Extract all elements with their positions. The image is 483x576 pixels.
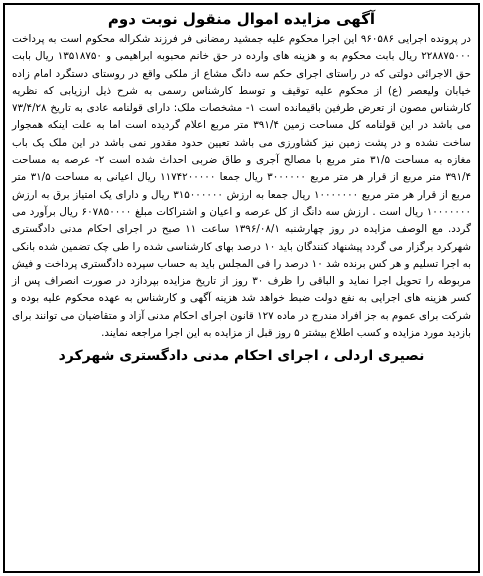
notice-frame: [3, 3, 480, 573]
notice-body: در پرونده اجرایی ۹۶۰۵۸۶ این اجرا محکوم علیه جمشید رمضانی فر فرزند شکراله محکوم است به پرداخت ۲۲۸۸۷۵۰۰۰ ریال بابت محکوم به و هزینه های وارده در حق خانم محبوبه ابراهیمی و ۱۳۵۱۸۷۵۰ ریال بابت حق الاجرائی دولتی که در راستای اجرای حکم سه دانگ مشاع از ملکی واقع در روستای دستگرد امام زاده خیابان ولیعصر (ع) از محکوم علیه توقیف و توسط کارشناس رسمی به شرح ذیل ارزیابی که نظریه کارشناس مصون از تعرض طرفین باقیمانده است ۱- مشخصات ملک: دارای قولنامه عادی به تاریخ ۷۳/۴/۲۸ می باشد در این قولنامه کل مساحت زمین ۳۹۱/۴ متر مربع اعلام گردیده است اما به علت اینکه همجوار ساخت نشده و در پشت زمین نیز کشاورزی می باشد تعیین حدود مقدور نمی باشد در این ملک یک باب مغازه به مساحت ۳۱/۵ متر مربع با مصالح آجری و طاق ضربی احداث شده است ۲- عرصه به مساحت ۳۹۱/۴ متر مربع از قرار هر متر مربع ۳۰۰۰۰۰۰ ریال جمعا ۱۱۷۴۲۰۰۰۰۰ ریال اعیانی به مساحت ۳۱/۵ متر مربع از قرار هر متر مربع ۱۰۰۰۰۰۰۰ ریال جمعا به ارزش ۳۱۵۰۰۰۰۰۰ ریال و دارای یک امتیاز برق به ارزش ۱۰۰۰۰۰۰۰ ریال است . ارزش سه دانگ از کل عرصه و اعیان و اشتراکات مبلغ ۶۰۷۸۵۰۰۰۰ ریال برآورد می گردد. مع الوصف مزایده در روز چهارشنبه ۱۳۹۶/۰۸/۱ ساعت ۱۱ صبح در اجرای احکام مدنی دادگستری شهرکرد برگزار می گردد پیشنهاد کنندگان باید ۱۰ درصد بهای کارشناسی شده را طی چک تضمین شده بانکی به اجرا تسلیم و هر کس برنده شد ۱۰ درصد را فی المجلس باید به حساب سپرده دادگستری پرداخت و فیش مربوطه را تحویل اجرا نماید و الباقی را ظرف ۳۰ روز از تاریخ مزایده بپردازد در صورت انصراف پس از کسر هزینه های اجرایی به نفع دولت ضبط خواهد شد هزینه آگهی و کارشناس به عهده محکوم علیه بوده و شرکت برای عموم به جز افراد مندرج در ماده ۱۲۷ قانون اجرای احکام مدنی آزاد و متقاضیان می توانند برای بازدید مورد مزایده و کسب اطلاع بیشتر ۵ روز قبل از مزایده به این اجرا مراجعه نمایند.: [12, 33, 472, 340]
notice-signature: نصیری اردلی ، اجرای احکام مدنی دادگستری شهرکرد: [58, 348, 425, 365]
notice-title: آگهی مزایده اموال منقول نوبت دوم: [107, 10, 376, 28]
